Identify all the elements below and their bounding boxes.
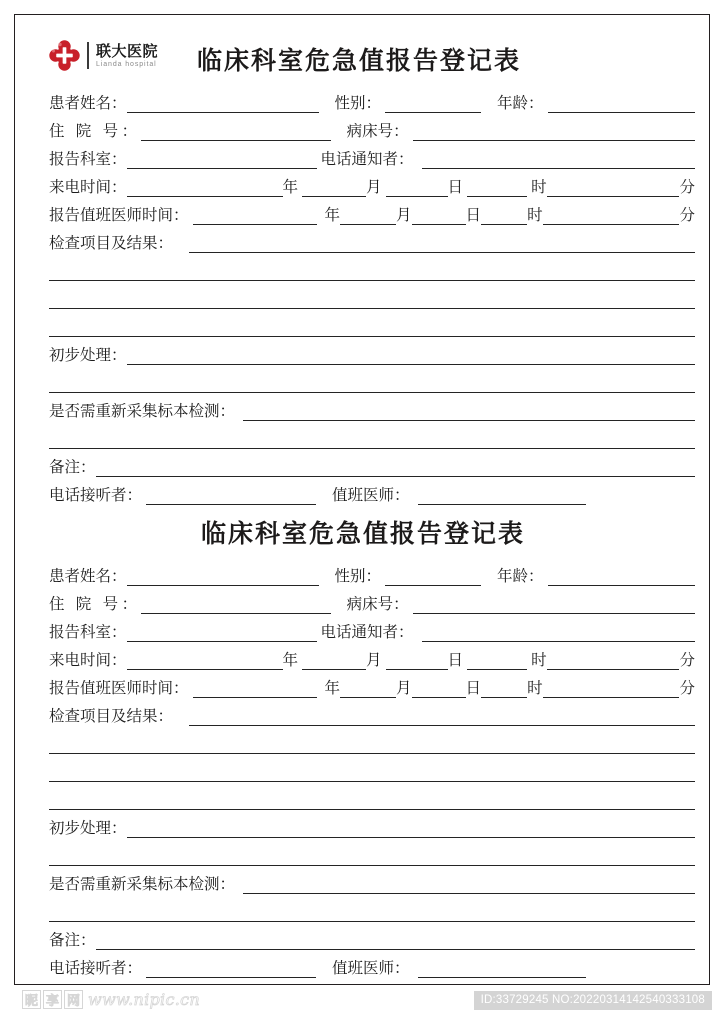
form-header — [15, 37, 711, 81]
label-age-2: 年龄： — [497, 568, 544, 585]
unit-call-minute-2: 分 — [679, 652, 695, 669]
input-phone-notifier[interactable] — [422, 151, 695, 169]
unit-call-day: 日 — [447, 179, 464, 196]
input-resample-2-line-2[interactable] — [49, 904, 695, 922]
unit-call-month-2: 月 — [366, 652, 382, 669]
form-rows — [15, 85, 711, 505]
label-gender: 性别： — [334, 95, 382, 112]
row-patient-info-2 — [15, 558, 711, 586]
row-signatures — [15, 477, 711, 505]
watermark-char-2: 享 — [43, 990, 62, 1009]
input-patient-name-2[interactable] — [127, 568, 319, 586]
unit-report-month: 月 — [396, 207, 412, 224]
input-call-time-minute[interactable] — [547, 179, 680, 197]
input-call-time-month-2[interactable] — [302, 652, 366, 670]
input-call-time-hour-2[interactable] — [467, 652, 527, 670]
unit-report-day-2: 日 — [465, 680, 482, 697]
document-page-frame — [14, 14, 710, 985]
watermark-char-3: 网 — [64, 990, 83, 1009]
row-exam-results-line-4 — [15, 309, 711, 337]
input-remark[interactable] — [96, 459, 695, 477]
row-department-info — [15, 141, 711, 169]
unit-report-hour-2: 时 — [527, 680, 543, 697]
label-resample: 是否需重新采集标本检测： — [49, 403, 236, 420]
input-resample-line-1[interactable] — [243, 403, 695, 421]
label-exam-results: 检查项目及结果： — [49, 235, 174, 252]
input-exam-results-2-line-3[interactable] — [49, 764, 695, 782]
label-gender-2: 性别： — [334, 568, 382, 585]
form-copy-1 — [15, 37, 711, 505]
input-admission-no-2[interactable] — [141, 596, 331, 614]
label-admission-no-2: 住 院 号： — [49, 596, 141, 613]
label-patient-name-2: 患者姓名： — [49, 568, 127, 585]
label-report-time-2: 报告值班医师时间： — [49, 680, 189, 697]
input-duty-doctor[interactable] — [418, 487, 586, 505]
input-report-time-minute-2[interactable] — [543, 680, 680, 698]
unit-report-year: 年 — [324, 207, 341, 224]
input-report-time-month[interactable] — [340, 207, 396, 225]
row-admission-info-2 — [15, 586, 711, 614]
input-bed-no-2[interactable] — [413, 596, 695, 614]
row-remark — [15, 449, 711, 477]
input-report-time-minute[interactable] — [543, 207, 680, 225]
input-exam-results-line-2[interactable] — [49, 263, 695, 281]
label-phone-notifier: 电话通知者： — [320, 151, 414, 168]
row-exam-results — [15, 225, 711, 253]
unit-report-minute-2: 分 — [679, 680, 695, 697]
input-exam-results-2-line-1[interactable] — [189, 708, 695, 726]
unit-call-hour-2: 时 — [531, 652, 547, 669]
row-resample-2 — [15, 866, 711, 894]
unit-call-year-2: 年 — [282, 652, 299, 669]
logo-divider — [87, 42, 89, 69]
watermark-id-label: ID:33729245 NO:20220314142540333108 — [474, 991, 712, 1010]
input-call-time-year-2[interactable] — [127, 652, 283, 670]
watermark-brand — [22, 990, 200, 1009]
input-initial-treatment-2-line-2[interactable] — [49, 848, 695, 866]
input-report-time-hour[interactable] — [481, 207, 527, 225]
form-copy-2 — [15, 510, 711, 978]
label-duty-doctor: 值班医师： — [332, 487, 410, 504]
label-age: 年龄： — [497, 95, 544, 112]
label-exam-results-2: 检查项目及结果： — [49, 708, 174, 725]
label-bed-no: 病床号： — [346, 123, 409, 140]
input-call-receiver-2[interactable] — [146, 960, 316, 978]
unit-call-year: 年 — [282, 179, 299, 196]
row-exam-results-2-line-2 — [15, 726, 711, 754]
form-title-2: 临床科室危急值报告登记表 — [200, 519, 525, 548]
input-initial-treatment-line-2[interactable] — [49, 375, 695, 393]
input-patient-name[interactable] — [127, 95, 319, 113]
row-report-time — [15, 197, 711, 225]
unit-report-hour: 时 — [527, 207, 543, 224]
input-age[interactable] — [548, 95, 695, 113]
hospital-logo-mark-icon — [49, 40, 80, 71]
row-resample — [15, 393, 711, 421]
input-gender[interactable] — [385, 95, 481, 113]
input-report-department[interactable] — [127, 151, 317, 169]
input-phone-notifier-2[interactable] — [422, 624, 695, 642]
watermark-url: www.nipic.cn — [88, 990, 200, 1009]
document-sheet — [15, 15, 709, 984]
label-duty-doctor-2: 值班医师： — [332, 960, 410, 977]
label-phone-notifier-2: 电话通知者： — [320, 624, 414, 641]
row-call-time-2 — [15, 642, 711, 670]
input-age-2[interactable] — [548, 568, 695, 586]
row-exam-results-line-2 — [15, 253, 711, 281]
form-header-2 — [15, 510, 711, 554]
input-report-time-year-2[interactable] — [193, 680, 317, 698]
label-report-department-2: 报告科室： — [49, 624, 127, 641]
input-bed-no[interactable] — [413, 123, 695, 141]
label-report-department: 报告科室： — [49, 151, 127, 168]
input-resample-line-2[interactable] — [49, 431, 695, 449]
label-initial-treatment-2: 初步处理： — [49, 820, 127, 837]
input-exam-results-line-1[interactable] — [189, 235, 695, 253]
unit-report-month-2: 月 — [396, 680, 412, 697]
input-report-time-day-2[interactable] — [412, 680, 466, 698]
label-initial-treatment: 初步处理： — [49, 347, 127, 364]
unit-call-month: 月 — [366, 179, 382, 196]
watermark-char-1: 昵 — [22, 990, 41, 1009]
input-remark-2[interactable] — [96, 932, 695, 950]
unit-call-minute: 分 — [679, 179, 695, 196]
input-call-time-hour[interactable] — [467, 179, 527, 197]
unit-report-year-2: 年 — [324, 680, 341, 697]
label-remark: 备注： — [49, 459, 96, 476]
row-resample-line-2 — [15, 421, 711, 449]
unit-call-day-2: 日 — [447, 652, 464, 669]
label-remark-2: 备注： — [49, 932, 96, 949]
hospital-name-en: Lianda hospital — [96, 60, 157, 68]
footer-watermark-bar — [0, 988, 724, 1024]
unit-report-day: 日 — [465, 207, 482, 224]
row-admission-info — [15, 113, 711, 141]
row-signatures-2 — [15, 950, 711, 978]
label-admission-no: 住 院 号： — [49, 123, 141, 140]
input-call-time-minute-2[interactable] — [547, 652, 680, 670]
unit-report-minute: 分 — [679, 207, 695, 224]
label-call-receiver-2: 电话接听者： — [49, 960, 143, 977]
input-initial-treatment-line-1[interactable] — [127, 347, 695, 365]
label-report-time: 报告值班医师时间： — [49, 207, 189, 224]
input-call-time-year[interactable] — [127, 179, 283, 197]
input-report-time-year[interactable] — [193, 207, 317, 225]
form-title: 临床科室危急值报告登记表 — [197, 46, 522, 75]
row-report-time-2 — [15, 670, 711, 698]
row-exam-results-2 — [15, 698, 711, 726]
row-exam-results-2-line-4 — [15, 782, 711, 810]
row-resample-2-line-2 — [15, 894, 711, 922]
unit-call-hour: 时 — [531, 179, 547, 196]
watermark-logo-icon — [22, 990, 83, 1009]
input-report-time-hour-2[interactable] — [481, 680, 527, 698]
label-call-time: 来电时间： — [49, 179, 127, 196]
row-remark-2 — [15, 922, 711, 950]
input-report-time-month-2[interactable] — [340, 680, 396, 698]
input-admission-no[interactable] — [141, 123, 331, 141]
form-rows-2 — [15, 558, 711, 978]
label-call-time-2: 来电时间： — [49, 652, 127, 669]
input-report-department-2[interactable] — [127, 624, 317, 642]
row-department-info-2 — [15, 614, 711, 642]
input-exam-results-2-line-4[interactable] — [49, 792, 695, 810]
hospital-name-cn: 联大医院 — [96, 42, 159, 60]
row-initial-treatment-2-line-2 — [15, 838, 711, 866]
row-call-time — [15, 169, 711, 197]
label-resample-2: 是否需重新采集标本检测： — [49, 876, 236, 893]
input-initial-treatment-2-line-1[interactable] — [127, 820, 695, 838]
logo-text — [96, 44, 158, 68]
label-bed-no-2: 病床号： — [346, 596, 409, 613]
input-duty-doctor-2[interactable] — [418, 960, 586, 978]
label-patient-name: 患者姓名： — [49, 95, 127, 112]
input-resample-2-line-1[interactable] — [243, 876, 695, 894]
input-call-time-day[interactable] — [386, 179, 448, 197]
row-patient-info — [15, 85, 711, 113]
row-initial-treatment — [15, 337, 711, 365]
hospital-logo — [49, 40, 158, 71]
label-call-receiver: 电话接听者： — [49, 487, 143, 504]
row-exam-results-line-3 — [15, 281, 711, 309]
input-exam-results-line-4[interactable] — [49, 319, 695, 337]
input-exam-results-2-line-2[interactable] — [49, 736, 695, 754]
input-exam-results-line-3[interactable] — [49, 291, 695, 309]
input-report-time-day[interactable] — [412, 207, 466, 225]
row-initial-treatment-line-2 — [15, 365, 711, 393]
input-gender-2[interactable] — [385, 568, 481, 586]
input-call-time-month[interactable] — [302, 179, 366, 197]
input-call-time-day-2[interactable] — [386, 652, 448, 670]
row-initial-treatment-2 — [15, 810, 711, 838]
input-call-receiver[interactable] — [146, 487, 316, 505]
row-exam-results-2-line-3 — [15, 754, 711, 782]
